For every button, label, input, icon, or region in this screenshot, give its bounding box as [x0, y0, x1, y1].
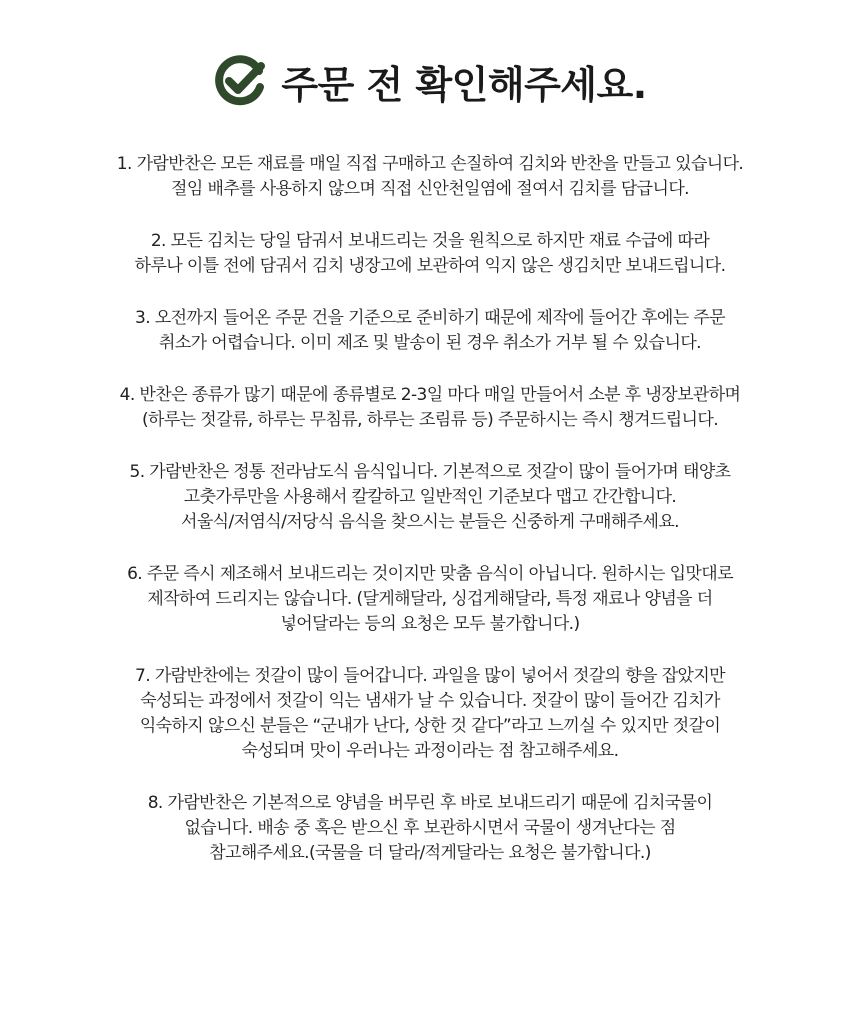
notice-line: (하루는 젓갈류, 하루는 무침류, 하루는 조림류 등) 주문하시는 즉시 챙겨드립니다. [141, 410, 718, 430]
notice-line: 3. 오전까지 들어온 주문 건을 기준으로 준비하기 때문에 제작에 들어간 후에는 주문 [135, 308, 725, 328]
notice-line: 넣어달라는 등의 요청은 모두 불가합니다.) [280, 614, 580, 634]
notice-line: 제작하여 드리지는 않습니다. (달게해달라, 싱겁게해달라, 특정 재료나 양념을 더 [147, 589, 713, 609]
notice-list [20, 152, 840, 866]
notice-item [20, 664, 840, 764]
notice-item [20, 562, 840, 637]
notice-line: 7. 가람반찬에는 젓갈이 많이 들어갑니다. 과일을 많이 넣어서 젓갈의 향을 잡았지만 [135, 666, 725, 686]
notice-item [20, 791, 840, 866]
notice-line: 숙성되며 맛이 우러나는 과정이라는 점 참고해주세요. [241, 741, 619, 761]
notice-line: 6. 주문 즉시 제조해서 보내드리는 것이지만 맞춤 음식이 아닙니다. 원하시는 입맛대로 [127, 564, 733, 584]
notice-line: 2. 모든 김치는 당일 담궈서 보내드리는 것을 원칙으로 하지만 재료 수급에 따라 [150, 231, 710, 251]
notice-item [20, 306, 840, 356]
notice-line: 4. 반찬은 종류가 많기 때문에 종류별로 2-3일 마다 매일 만들어서 소분 후 냉장보관하며 [119, 385, 741, 405]
page-title: 주문 전 확인해주세요. [281, 62, 647, 107]
notice-line: 1. 가람반찬은 모든 재료를 매일 직접 구매하고 손질하여 김치와 반찬을 만들고 있습니다. [116, 154, 744, 174]
notice-item [20, 383, 840, 433]
notice-line: 취소가 어렵습니다. 이미 제조 및 발송이 된 경우 취소가 거부 될 수 있습니다. [159, 333, 701, 353]
title-row [0, 48, 860, 114]
notice-line: 서울식/저염식/저당식 음식을 찾으시는 분들은 신중하게 구매해주세요. [181, 512, 679, 532]
notice-line: 참고해주세요.(국물을 더 달라/적게달라는 요청은 불가합니다.) [209, 843, 651, 863]
notice-line: 하루나 이틀 전에 담궈서 김치 냉장고에 보관하여 익지 않은 생김치만 보내드립니다. [134, 256, 726, 276]
notice-item [20, 229, 840, 279]
check-circle-icon [213, 54, 267, 108]
notice-line: 5. 가람반찬은 정통 전라남도식 음식입니다. 기본적으로 젓갈이 많이 들어가며 태양초 [129, 462, 731, 482]
notice-line: 숙성되는 과정에서 젓갈이 익는 냄새가 날 수 있습니다. 젓갈이 많이 들어간 김치가 [140, 691, 720, 711]
notice-item [20, 152, 840, 202]
notice-line: 절임 배추를 사용하지 않으며 직접 신안천일염에 절여서 김치를 담급니다. [171, 179, 689, 199]
notice-line: 익숙하지 않으신 분들은 “군내가 난다, 상한 것 같다”라고 느끼실 수 있지만 젓갈이 [139, 716, 721, 736]
notice-line: 고춧가루만을 사용해서 칼칼하고 일반적인 기준보다 맵고 간간합니다. [183, 487, 677, 507]
notice-item [20, 460, 840, 535]
notice-line: 8. 가람반찬은 기본적으로 양념을 버무린 후 바로 보내드리기 때문에 김치국물이 [147, 793, 713, 813]
notice-line: 없습니다. 배송 중 혹은 받으신 후 보관하시면서 국물이 생겨난다는 점 [184, 818, 676, 838]
